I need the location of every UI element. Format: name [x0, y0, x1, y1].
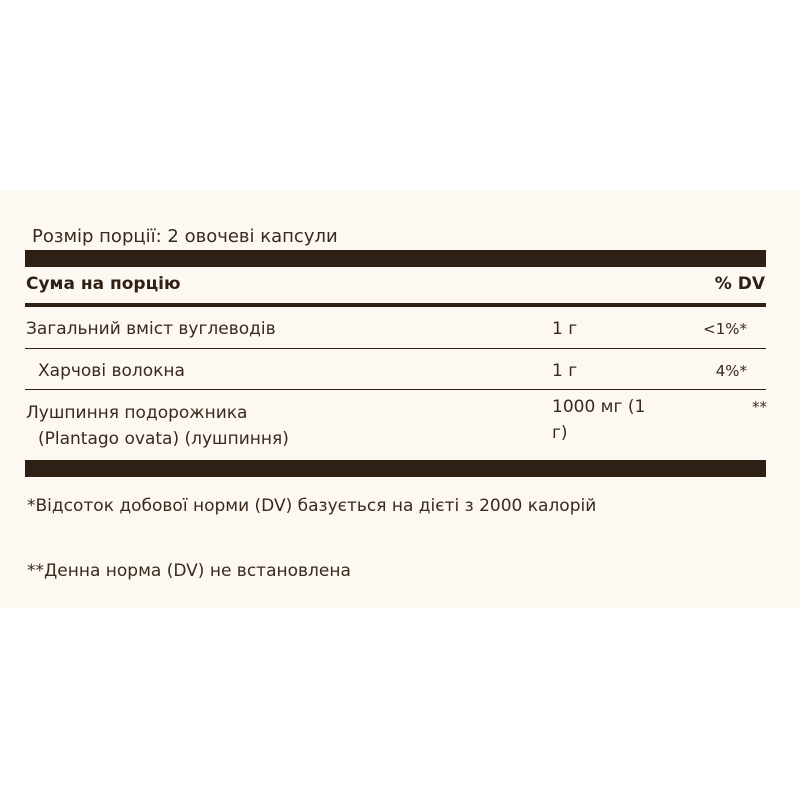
- bottom-divider-bar: [25, 460, 766, 477]
- nutrient-amount-psyllium-cont: г): [552, 423, 568, 443]
- amount-per-serving-header: Сума на порцію: [26, 274, 181, 294]
- dv-header: % DV: [714, 274, 765, 294]
- row-divider: [25, 348, 766, 349]
- nutrient-dv-psyllium: **: [752, 398, 767, 416]
- nutrient-name-carbs: Загальний вміст вуглеводів: [26, 319, 276, 339]
- footnote-not-established: **Денна норма (DV) не встановлена: [27, 561, 351, 581]
- nutrient-dv-fiber: 4%*: [715, 362, 747, 380]
- nutrient-name-psyllium-latin: (Plantago ovata) (лушпиння): [38, 429, 289, 449]
- nutrient-name-psyllium: Лушпиння подорожника: [26, 403, 248, 423]
- supplement-facts-panel: [0, 190, 800, 608]
- header-rule: [25, 303, 766, 307]
- row-divider: [25, 389, 766, 390]
- nutrient-name-fiber: Харчові волокна: [38, 361, 185, 381]
- serving-size: Розмір порції: 2 овочеві капсули: [32, 226, 338, 247]
- nutrient-amount-fiber: 1 г: [552, 361, 578, 381]
- nutrient-dv-carbs: <1%*: [703, 320, 747, 338]
- top-divider-bar: [25, 250, 766, 267]
- nutrient-amount-carbs: 1 г: [552, 319, 578, 339]
- footnote-dv-basis: *Відсоток добової норми (DV) базується на дієті з 2000 калорій: [27, 496, 597, 516]
- nutrient-amount-psyllium: 1000 мг (1: [552, 397, 646, 417]
